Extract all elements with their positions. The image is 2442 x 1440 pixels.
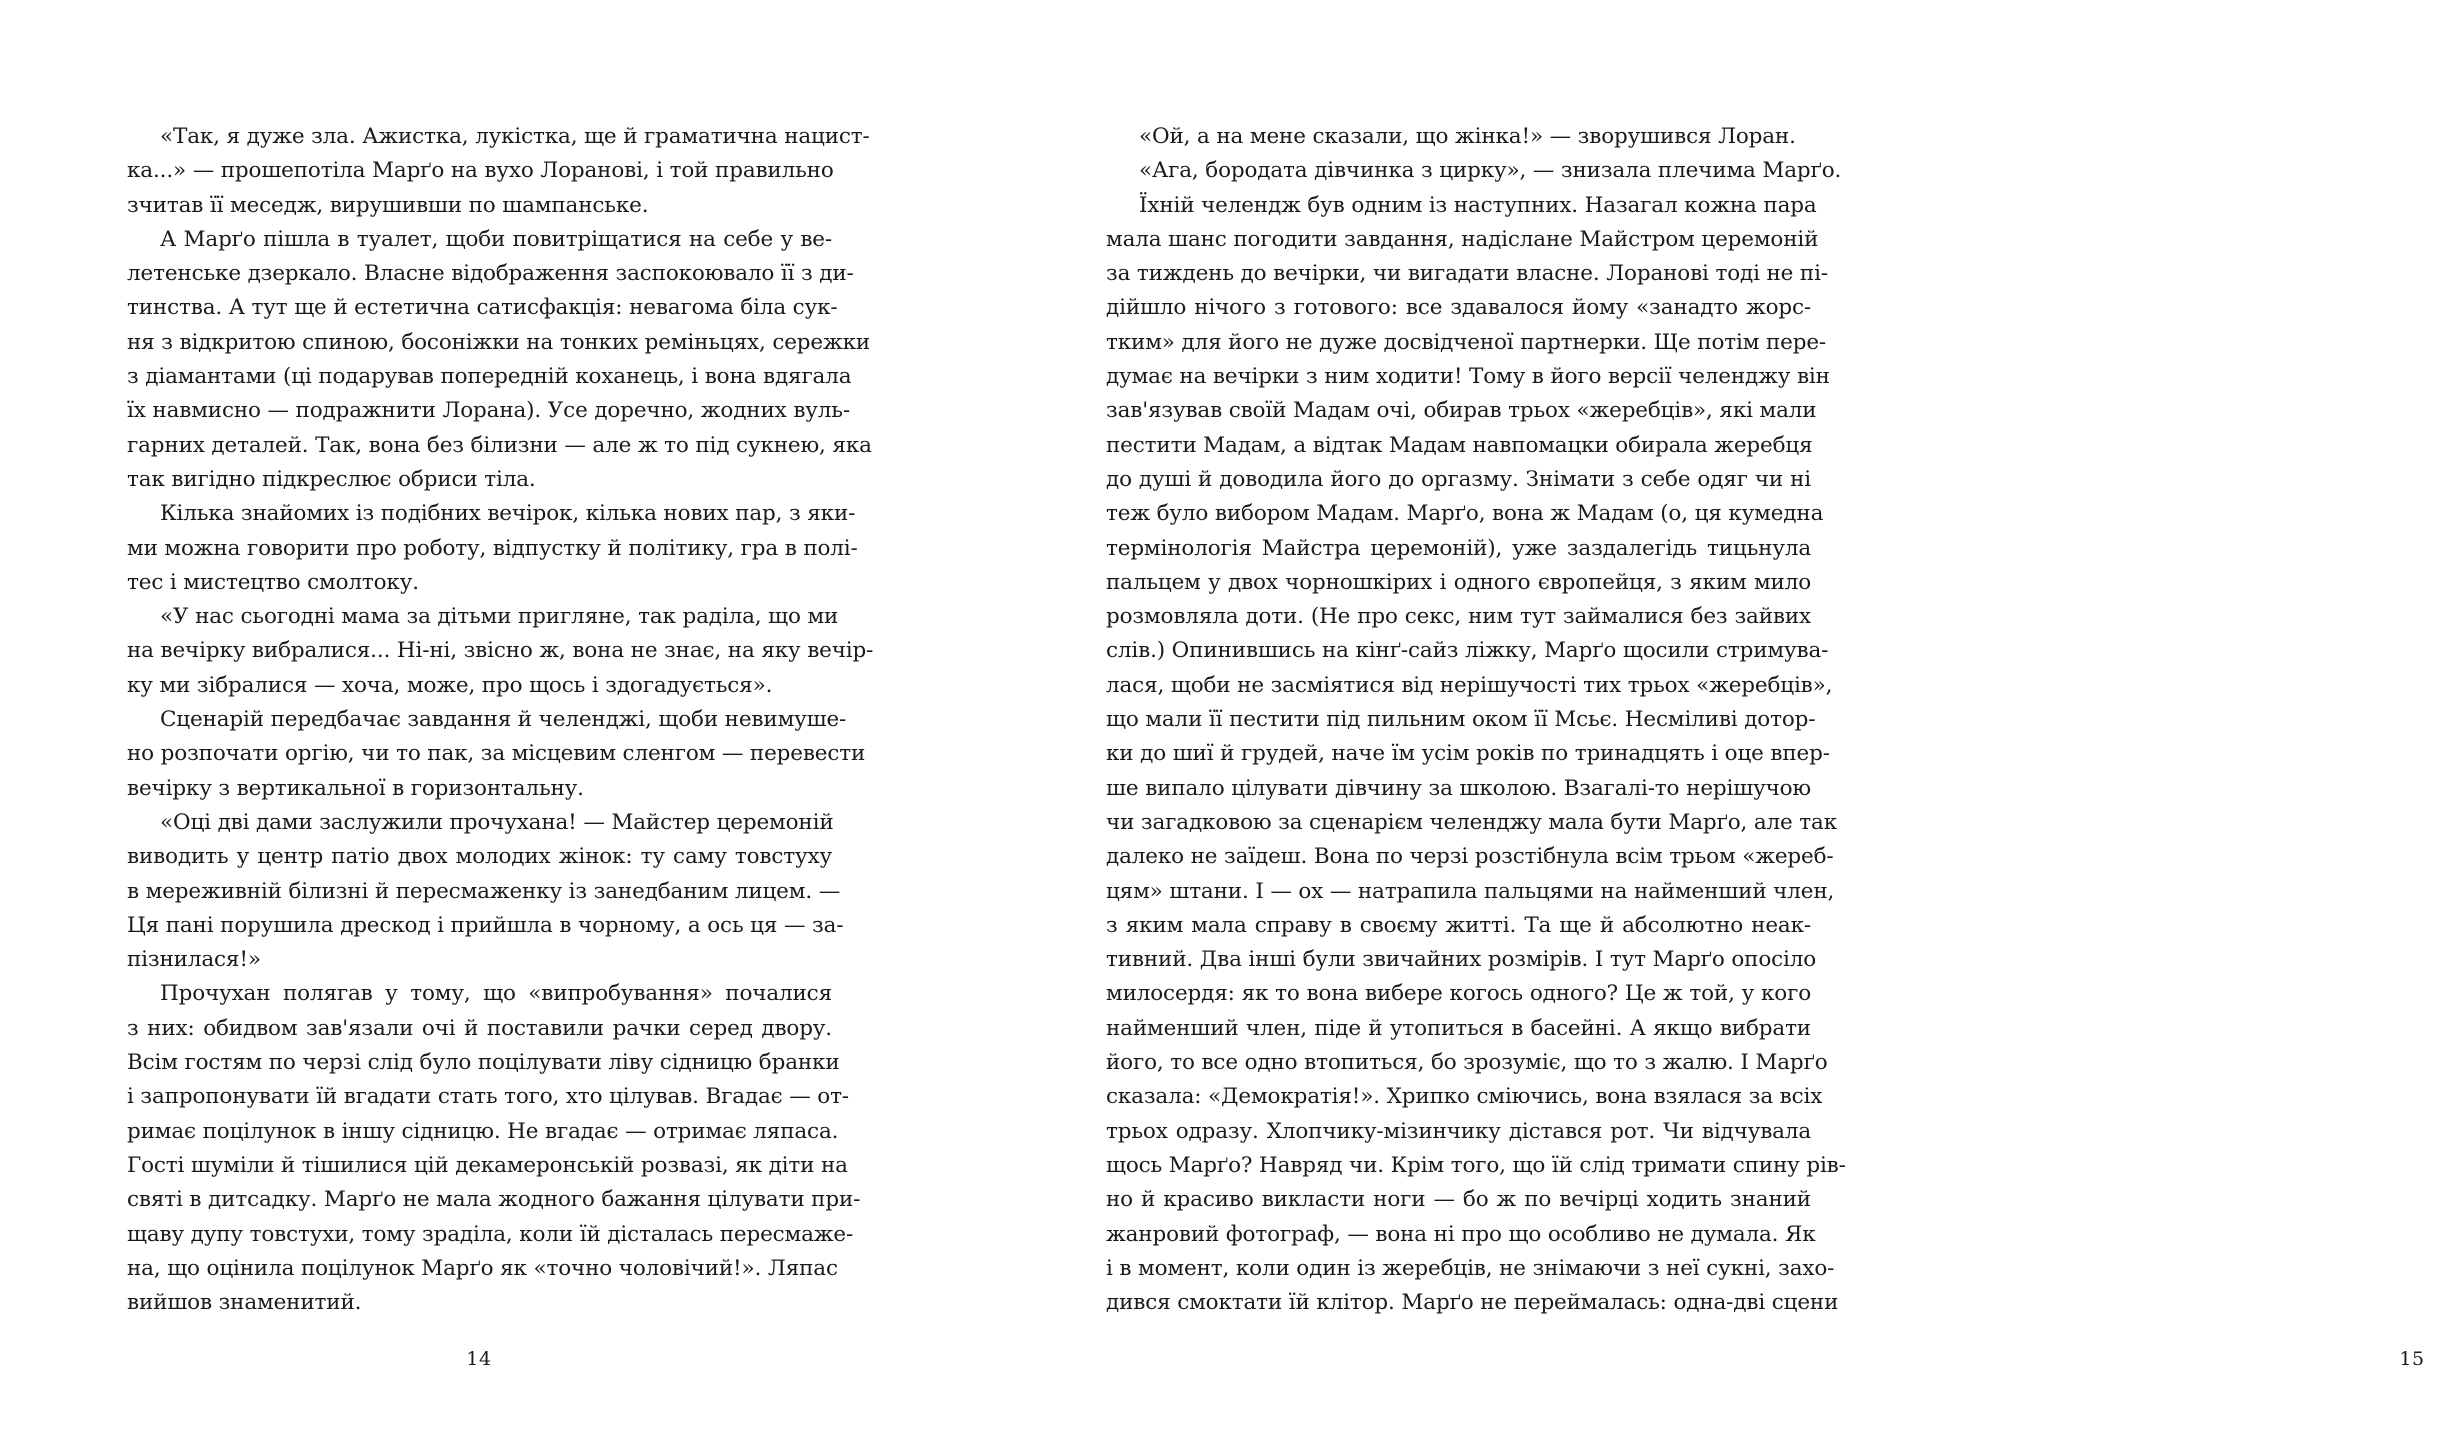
text-line: тким» для його не дуже досвідченої партнерки. Ще потім пере-	[1106, 329, 1827, 355]
text-line: ка...» — прошепотіла Марґо на вухо Лоранові, і той правильно	[127, 158, 834, 184]
text-line: слів.) Опинившись на кінґ-сайз ліжку, Марґо щосили стримува-	[1106, 638, 1829, 664]
text-line: Гості шуміли й тішилися цій декамеронській розвазі, як діти на	[127, 1152, 848, 1178]
left-page-text	[127, 120, 874, 1320]
text-line: тес і мистецтво смолтоку.	[127, 569, 419, 595]
text-line: дився смоктати їй клітор. Марґо не переймалась: одна-дві сцени	[1106, 1290, 1839, 1316]
text-line: тивний. Два інші були звичайних розмірів. І тут Марґо опосіло	[1106, 947, 1817, 973]
text-line: ку ми зібралися — хоча, може, про щось і здогадується».	[127, 672, 773, 698]
text-line: ки до шиї й грудей, наче їм усім років по тринадцять і оце впер-	[1106, 741, 1830, 767]
text-line: зчитав її меседж, вирушивши по шампанське.	[127, 192, 649, 218]
left-page	[0, 0, 960, 1440]
text-line: на, що оцінила поцілунок Марґо як «точно чоловічий!». Ляпас	[127, 1255, 838, 1281]
text-line: пестити Мадам, а відтак Мадам навпомацки обирала жеребця	[1106, 432, 1813, 458]
right-page-text	[1106, 120, 1846, 1320]
text-line: Сценарій передбачає завдання й челенджі, щоби невимуше-	[160, 707, 847, 733]
text-line: розмовляла доти. (Не про секс, ним тут займалися без зайвих	[1106, 604, 1811, 630]
text-line: термінологія Майстра церемоній), уже заздалегідь тицьнула	[1106, 535, 1811, 561]
text-line: зав'язував своїй Мадам очі, обирав трьох «жеребців», які мали	[1106, 398, 1817, 424]
left-page-number: 14	[466, 1348, 492, 1370]
text-line: ня з відкритою спиною, босоніжки на тонких реміньцях, сережки	[127, 329, 871, 355]
text-line: щось Марґо? Навряд чи. Крім того, що їй слід тримати спину рів-	[1106, 1152, 1846, 1178]
text-line: далеко не заїдеш. Вона по черзі розстібнула всім трьом «жереб-	[1106, 844, 1834, 870]
text-line: тинства. А тут ще й естетична сатисфакція: невагома біла сук-	[127, 295, 838, 321]
text-line: святі в дитсадку. Марґо не мала жодного бажання цілувати при-	[127, 1187, 861, 1213]
text-line: Їхній челендж був одним із наступних. Назагал кожна пара	[1139, 192, 1817, 218]
text-line: Ця пані порушила дрескод і прийшла в чорному, а ось ця — за-	[127, 912, 844, 938]
text-line: вийшов знаменитий.	[127, 1290, 362, 1316]
text-line: з діамантами (ці подарував попередній коханець, і вона вдягала	[127, 364, 852, 390]
text-line: виводить у центр патіо двох молодих жінок: ту саму товстуху	[127, 844, 832, 870]
text-line: їх навмисно — подражнити Лорана). Усе доречно, жодних вуль-	[127, 398, 850, 424]
text-line: трьох одразу. Хлопчику-мізинчику дістався рот. Чи відчувала	[1106, 1118, 1811, 1144]
text-line: щаву дупу товстухи, тому зраділа, коли їй дісталась пересмаже-	[127, 1221, 854, 1247]
text-line: «Ой, а на мене сказали, що жінка!» — зворушився Лоран.	[1139, 124, 1796, 149]
text-line: ше випало цілувати дівчину за школою. Взагалі-то нерішучою	[1106, 775, 1811, 801]
text-line: но й красиво викласти ноги — бо ж по вечірці ходить знаний	[1106, 1187, 1811, 1213]
text-line: ми можна говорити про роботу, відпустку й політику, гра в полі-	[127, 535, 858, 561]
text-line: жанровий фотограф, — вона ні про що особливо не думала. Як	[1106, 1221, 1816, 1247]
text-line: його, то все одно втопиться, бо зрозуміє, що то з жалю. І Марґо	[1106, 1050, 1828, 1076]
text-line: цям» штани. І — ох — натрапила пальцями на найменший член,	[1106, 878, 1835, 904]
text-line: милосердя: як то вона вибере когось одного? Це ж той, у кого	[1106, 981, 1811, 1007]
text-line: мала шанс погодити завдання, надіслане Майстром церемоній	[1106, 226, 1819, 252]
text-line: теж було вибором Мадам. Марґо, вона ж Мадам (о, ця кумедна	[1106, 501, 1824, 527]
text-line: чи загадковою за сценарієм челенджу мала бути Марґо, але так	[1106, 809, 1837, 835]
text-line: Кілька знайомих із подібних вечірок, кілька нових пар, з яки-	[160, 501, 856, 527]
text-line: думає на вечірки з ним ходити! Тому в його версії челенджу він	[1106, 364, 1830, 390]
text-line: на вечірку вибралися... Ні-ні, звісно ж, вона не знає, на яку вечір-	[127, 638, 874, 664]
text-line: що мали її пестити під пильним оком її Мсьє. Несміливі дотор-	[1106, 707, 1816, 733]
text-line: вечірку з вертикальної в горизонтальну.	[127, 775, 584, 801]
text-line: з яким мала справу в своєму житті. Та ще й абсолютно неак-	[1106, 912, 1811, 938]
text-line: пізнилася!»	[127, 947, 261, 973]
right-page-number: 15	[2399, 1348, 2425, 1370]
text-line: так вигідно підкреслює обриси тіла.	[127, 466, 536, 492]
text-line: римає поцілунок в іншу сідницю. Не вгадає — отримає ляпаса.	[127, 1118, 839, 1144]
text-line: «Так, я дуже зла. Ажистка, лукістка, ще й граматична нацист-	[160, 124, 870, 149]
text-line: сказала: «Демократія!». Хрипко сміючись, вона взялася за всіх	[1106, 1084, 1823, 1110]
text-line: гарних деталей. Так, вона без білизни — але ж то під сукнею, яка	[127, 432, 872, 458]
text-line: і запропонувати їй вгадати стать того, хто цілував. Вгадає — от-	[127, 1084, 849, 1110]
text-line: но розпочати оргію, чи то пак, за місцевим сленгом — перевести	[127, 741, 866, 767]
text-line: до душі й доводила його до оргазму. Знімати з себе одяг чи ні	[1106, 466, 1811, 492]
text-line: і в момент, коли один із жеребців, не знімаючи з неї сукні, захо-	[1106, 1255, 1835, 1281]
text-line: «Ага, бородата дівчинка з цирку», — знизала плечима Марґо.	[1139, 158, 1842, 184]
text-line: пальцем у двох чорношкірих і одного європейця, з яким мило	[1106, 569, 1811, 595]
text-line: «У нас сьогодні мама за дітьми пригляне, так раділа, що ми	[160, 604, 839, 630]
text-line: дійшло нічого з готового: все здавалося йому «занадто жорс-	[1106, 295, 1811, 321]
text-line: летенське дзеркало. Власне відображення заспокоювало її з ди-	[127, 261, 854, 287]
right-page	[960, 0, 2425, 1440]
text-line: А Марґо пішла в туалет, щоби повитріщатися на себе у ве-	[160, 226, 832, 252]
text-line: лася, щоби не засміятися від нерішучості тих трьох «жеребців»,	[1106, 672, 1833, 698]
text-line: Всім гостям по черзі слід було поцілувати ліву сідницю бранки	[127, 1050, 840, 1076]
text-line: за тиждень до вечірки, чи вигадати власне. Лоранові тоді не пі-	[1106, 261, 1828, 287]
text-line: найменший член, піде й утопиться в басейні. А якщо вибрати	[1106, 1015, 1811, 1041]
text-line: з них: обидвом зав'язали очі й поставили рачки серед двору.	[127, 1015, 832, 1041]
text-line: в мереживній білизні й пересмаженку із занедбаним лицем. —	[127, 878, 841, 904]
text-line: Прочухан полягав у тому, що «випробування» почалися	[160, 981, 832, 1007]
text-line: «Оці дві дами заслужили прочухана! — Майстер церемоній	[160, 809, 834, 835]
